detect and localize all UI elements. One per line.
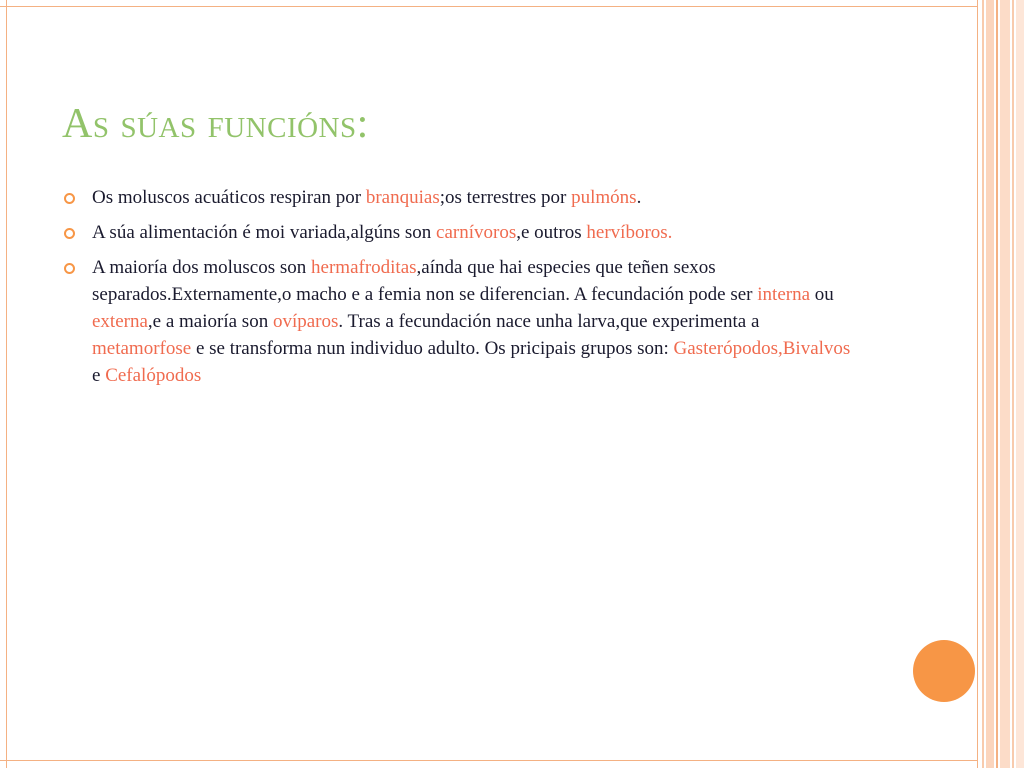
bullet-text-segment: A maioría dos moluscos son [92, 257, 312, 278]
bullet-highlight: interna [757, 284, 811, 305]
bullet-highlight: branquias [365, 187, 440, 208]
bullet-highlight: externa [92, 311, 148, 332]
bullet-text-segment: ou [810, 284, 834, 305]
decor-stripe [1000, 0, 1010, 768]
bullet-highlight: Cefalópodos [105, 365, 202, 386]
bullet-highlight: ovíparos [272, 311, 339, 332]
bullet-text-segment: e [92, 365, 106, 386]
bullet-text-segment: A súa alimentación é moi variada,algúns son [92, 222, 437, 243]
bullet-text-segment: ,e outros [516, 222, 587, 243]
decor-circle [913, 640, 975, 702]
decor-stripe [982, 0, 984, 768]
bullet-text-segment: ,e a maioría son [147, 311, 273, 332]
frame-line-left [6, 0, 7, 768]
bullet-item [62, 184, 862, 211]
bullet-text-segment: ;os terrestres por [439, 187, 572, 208]
bullet-text-segment: Os moluscos acuáticos respiran por [92, 187, 366, 208]
decor-stripe [1012, 0, 1014, 768]
slide-title: As súas funcións: [62, 101, 369, 147]
frame-line-top [0, 6, 978, 7]
bullet-highlight: pulmóns [571, 187, 637, 208]
frame-line-bottom [0, 760, 978, 761]
bullet-highlight: carnívoros [436, 222, 517, 243]
bullet-circle-icon [64, 228, 75, 239]
bullet-highlight: Gasterópodos,Bivalvos [673, 338, 851, 359]
bullet-item [62, 254, 862, 389]
bullet-highlight: metamorfose [92, 338, 192, 359]
decor-stripe [1016, 0, 1024, 768]
bullet-circle-icon [64, 193, 75, 204]
decor-stripe [986, 0, 994, 768]
bullet-text-segment: . Tras a fecundación nace unha larva,que experimenta a [338, 311, 760, 332]
bullet-highlight: hervíboros. [586, 222, 673, 243]
frame-line-right [977, 0, 978, 768]
bullet-item [62, 219, 862, 246]
bullet-highlight: hermafroditas [311, 257, 417, 278]
bullet-list [62, 184, 862, 397]
bullet-text-segment: . [636, 187, 642, 208]
bullet-text-segment: e se transforma nun individuo adulto. Os pricipais grupos son: [191, 338, 674, 359]
decor-stripe [996, 0, 998, 768]
bullet-circle-icon [64, 263, 75, 274]
bullet-text-segment: ,aínda que hai especies que teñen sexos separados.Externamente,o macho e a femia non se diferencian. A fecundación pode ser [92, 257, 758, 305]
